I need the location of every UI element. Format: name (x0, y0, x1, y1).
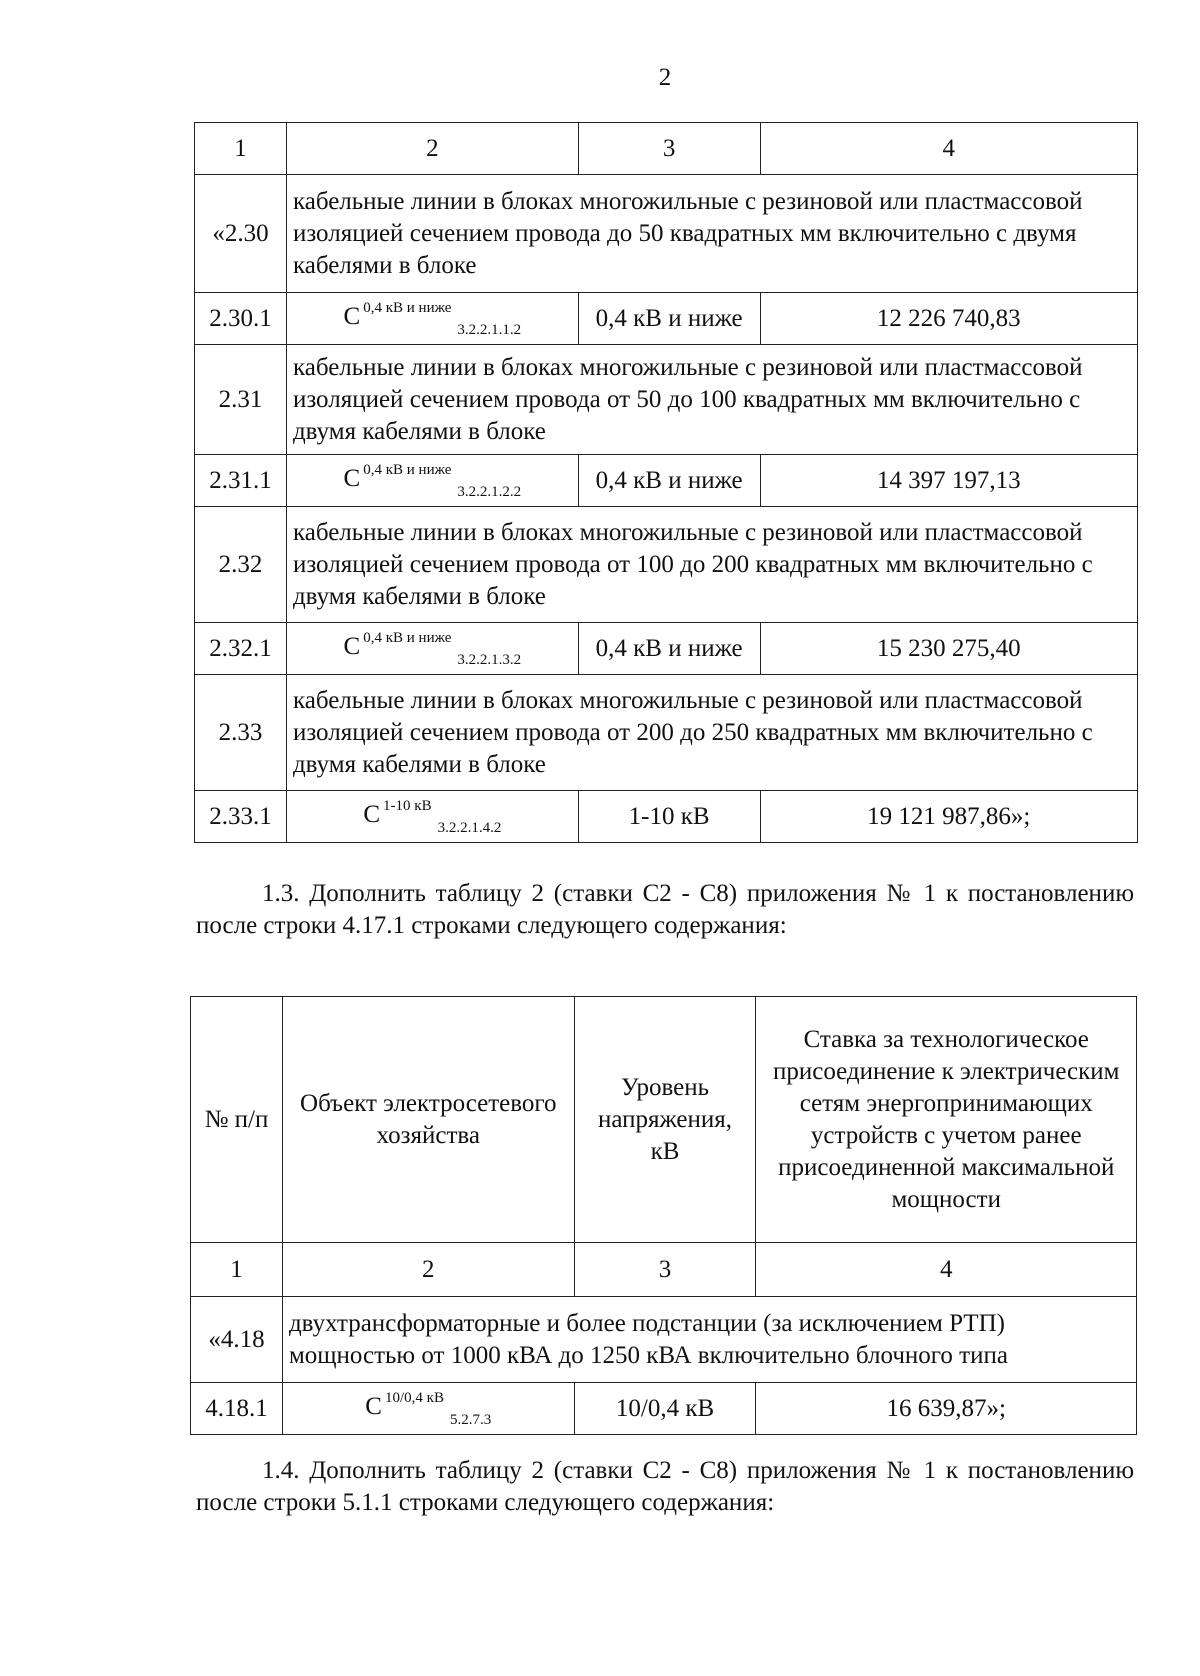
rate-superscript: 0,4 кВ и ниже (363, 630, 452, 646)
paragraph-1-3-text: 1.3. Дополнить таблицу 2 (ставки С2 - С8) приложения № 1 к постановлению после строки 4.17.1 строками следующего содержания: (196, 880, 1134, 939)
rate-letter: С (343, 465, 361, 492)
rate-code (363, 799, 501, 834)
row-number: 2.33.1 (195, 791, 287, 843)
table-row (195, 175, 1138, 293)
column-number-1: 1 (195, 123, 287, 175)
rate-code (365, 1391, 491, 1426)
row-number: 2.32.1 (195, 623, 287, 675)
row-description: кабельные линии в блоках многожильные с резиновой или пластмассовой изоляцией сечением провода до 50 квадратных мм включительно с двумя кабелями в блоке (286, 175, 1137, 293)
rate-subscript: 3.2.2.1.1.2 (457, 322, 522, 338)
row-description: кабельные линии в блоках многожильные с резиновой или пластмассовой изоляцией сечением провода от 200 до 250 квадратных мм включительно с двумя кабелями в блоке (286, 675, 1137, 791)
rate-superscript: 10/0,4 кВ (384, 1390, 444, 1406)
row-description: кабельные линии в блоках многожильные с резиновой или пластмассовой изоляцией сечением провода от 50 до 100 квадратных мм включительно с двумя кабелями в блоке (286, 345, 1137, 455)
row-description: кабельные линии в блоках многожильные с резиновой или пластмассовой изоляцией сечением провода от 100 до 200 квадратных мм включительно с двумя кабелями в блоке (286, 507, 1137, 623)
rate-letter: С (343, 633, 361, 660)
paragraph-1-4-text: 1.4. Дополнить таблицу 2 (ставки С2 - С8) приложения № 1 к постановлению после строки 5.1.1 строками следующего содержания: (196, 1457, 1134, 1516)
rate-value: 15 230 275,40 (760, 623, 1137, 675)
voltage-level: 0,4 кВ и ниже (578, 293, 760, 345)
table-header-row (195, 123, 1138, 175)
column-number-4: 4 (760, 123, 1137, 175)
table-row (195, 293, 1138, 345)
column-title-voltage: Уровень напряжения, кВ (574, 997, 756, 1243)
row-number: 2.30.1 (195, 293, 287, 345)
voltage-level: 1-10 кВ (578, 791, 760, 843)
column-title-object: Объект электросетевого хозяйства (282, 997, 574, 1243)
rate-value: 12 226 740,83 (760, 293, 1137, 345)
rate-subscript: 5.2.7.3 (449, 1412, 492, 1428)
rates-table-substations (190, 996, 1137, 1435)
rate-value: 16 639,87»; (756, 1383, 1137, 1435)
table-header-row (191, 997, 1137, 1243)
paragraph-1-3 (196, 878, 1134, 942)
rate-code-cell (286, 293, 578, 345)
table-header-row (191, 1243, 1137, 1297)
rate-code (344, 301, 522, 336)
rates-table-cable-lines (194, 122, 1138, 843)
rate-value: 14 397 197,13 (760, 455, 1137, 507)
rate-code-cell (286, 623, 578, 675)
rate-letter: С (365, 1393, 382, 1420)
column-number-1: 1 (191, 1243, 283, 1297)
voltage-level: 0,4 кВ и ниже (578, 455, 760, 507)
paragraph-1-4 (196, 1455, 1134, 1519)
rate-code (344, 463, 522, 498)
table-row (191, 1383, 1137, 1435)
rate-letter: С (343, 303, 361, 330)
row-number: 4.18.1 (191, 1383, 283, 1435)
table-row (195, 791, 1138, 843)
row-number: «2.30 (195, 175, 287, 293)
rate-subscript: 3.2.2.1.4.2 (437, 820, 502, 836)
row-number: «4.18 (191, 1297, 283, 1383)
rate-code-cell (286, 455, 578, 507)
table-row (195, 507, 1138, 623)
table-row (195, 345, 1138, 455)
rate-letter: С (363, 801, 381, 828)
voltage-level: 10/0,4 кВ (574, 1383, 756, 1435)
column-title-number: № п/п (191, 997, 283, 1243)
rate-subscript: 3.2.2.1.2.2 (457, 484, 522, 500)
row-description: двухтрансформаторные и более подстанции (за исключением РТП) мощностью от 1000 кВА до 1250 кВА включительно блочного типа (282, 1297, 1136, 1383)
row-number: 2.33 (195, 675, 287, 791)
column-number-3: 3 (574, 1243, 756, 1297)
page-number: 2 (658, 64, 672, 91)
column-title-rate: Ставка за технологическое присоединение к электрическим сетям энергопринимающих устройств с учетом ранее присоединенной максимальной мощности (756, 997, 1137, 1243)
rate-code-cell (286, 791, 578, 843)
row-number: 2.31 (195, 345, 287, 455)
column-number-4: 4 (756, 1243, 1137, 1297)
table-row (191, 1297, 1137, 1383)
column-number-2: 2 (282, 1243, 574, 1297)
row-number: 2.32 (195, 507, 287, 623)
table-row (195, 455, 1138, 507)
table-row (195, 675, 1138, 791)
rate-superscript: 0,4 кВ и ниже (363, 300, 452, 316)
table-row (195, 623, 1138, 675)
row-number: 2.31.1 (195, 455, 287, 507)
rate-subscript: 3.2.2.1.3.2 (457, 652, 522, 668)
rate-code (344, 631, 522, 666)
voltage-level: 0,4 кВ и ниже (578, 623, 760, 675)
rate-code-cell (282, 1383, 574, 1435)
column-number-3: 3 (578, 123, 760, 175)
column-number-2: 2 (286, 123, 578, 175)
rate-superscript: 0,4 кВ и ниже (363, 462, 452, 478)
rate-superscript: 1-10 кВ (383, 798, 432, 814)
rate-value: 19 121 987,86»; (760, 791, 1137, 843)
